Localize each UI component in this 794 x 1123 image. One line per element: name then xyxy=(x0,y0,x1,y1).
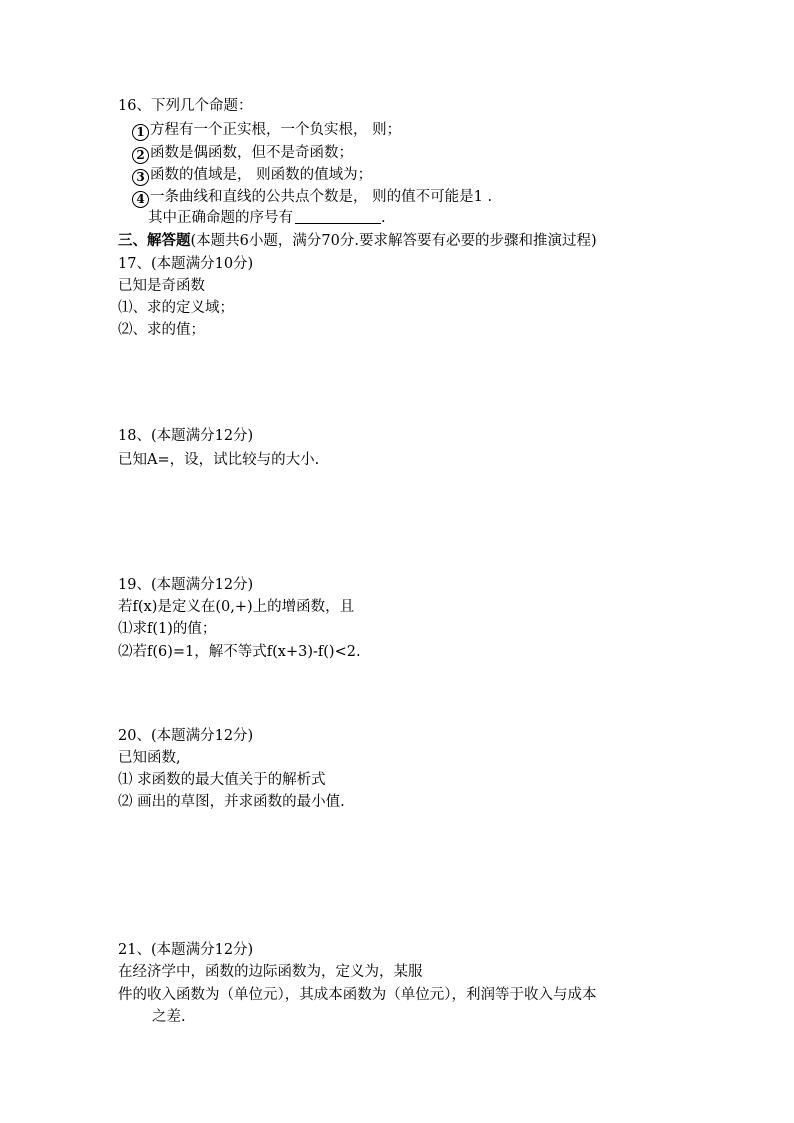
q16-item-1 xyxy=(132,120,401,141)
q19-line: 若f(x)是定义在(0,+)上的增函数，且 xyxy=(118,599,355,615)
q16-answer-line xyxy=(148,208,386,228)
answer-blank[interactable] xyxy=(295,209,381,224)
circled-number: 4 xyxy=(132,191,149,208)
q16-item-text: 方程有一个正实根，一个负实根， 则； xyxy=(150,122,402,138)
q19-header: 19、(本题满分12分) xyxy=(118,577,254,593)
q16-item-text: 函数的值域是， 则函数的值域为； xyxy=(150,167,373,183)
q20-line: ⑵ 画出的草图，并求函数的最小值. xyxy=(118,794,345,810)
q17-line: ⑵、求的值； xyxy=(118,322,205,338)
q21-line: 件的收入函数为（单位元），其成本函数为（单位元），利润等于收入与成本 xyxy=(118,987,597,1003)
q21-line: 在经济学中，函数的边际函数为，定义为，某服 xyxy=(118,964,423,980)
q18-line: 已知A=，设，试比较与的大小. xyxy=(118,452,320,468)
q16-answer-prompt: 其中正确命题的序号有 xyxy=(148,210,293,226)
section3-note: (本题共6小题，满分70分.要求解答要有必要的步骤和推演过程) xyxy=(190,233,597,249)
q21-header: 21、(本题满分12分) xyxy=(118,942,254,958)
q20-line: ⑴ 求函数的最大值关于的解析式 xyxy=(118,772,326,788)
q19-line: ⑴求f(1)的值； xyxy=(118,621,217,637)
circled-number: 2 xyxy=(132,147,149,164)
q17-line: 已知是奇函数 xyxy=(118,278,205,294)
circled-number: 1 xyxy=(132,124,149,141)
q20-line: 已知函数, xyxy=(118,750,181,766)
q17-line: ⑴、求的定义域； xyxy=(118,300,234,316)
q16-stem: 16、下列几个命题： xyxy=(118,98,253,114)
q18-header: 18、(本题满分12分) xyxy=(118,428,254,444)
q16-item-4 xyxy=(132,187,492,208)
q16-item-text: 一条曲线和直线的公共点个数是， 则的值不可能是1 . xyxy=(150,189,493,205)
q16-answer-end: . xyxy=(381,210,386,226)
q16-item-text: 函数是偶函数，但不是奇函数； xyxy=(150,145,353,161)
q16-item-2 xyxy=(132,143,353,164)
q19-line: ⑵若f(6)=1，解不等式f(x+3)-f()<2. xyxy=(118,644,361,660)
q20-header: 20、(本题满分12分) xyxy=(118,728,254,744)
circled-number: 3 xyxy=(132,169,149,186)
section3-title: 三、解答题 xyxy=(118,232,191,249)
section3-header xyxy=(118,231,597,251)
q17-header: 17、(本题满分10分) xyxy=(118,256,254,272)
q21-line: 之差. xyxy=(152,1009,186,1025)
q16-item-3 xyxy=(132,165,372,186)
